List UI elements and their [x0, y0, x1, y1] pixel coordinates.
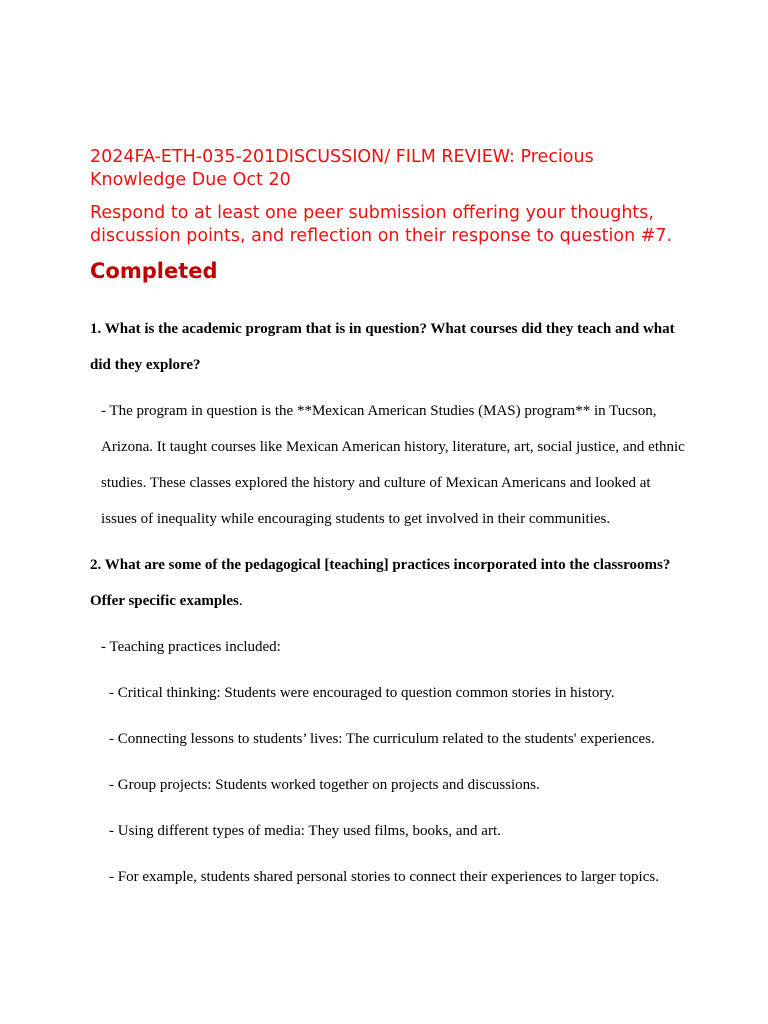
question-1: 1. What is the academic program that is in question? What courses did they teach and what did they explore?	[90, 321, 675, 373]
question-2-text: 2. What are some of the pedagogical [teaching] practices incorporated into the classrooms? Offer specific examples	[90, 557, 671, 609]
list-item: - Connecting lessons to students’ lives: The curriculum related to the students' experiences.	[109, 731, 655, 747]
assignment-title: 2024FA-ETH-035-201DISCUSSION/ FILM REVIEW: Precious Knowledge Due Oct 20	[90, 147, 594, 190]
assignment-instruction: Respond to at least one peer submission offering your thoughts, discussion points, and reflection on their response to question #7.	[90, 203, 673, 246]
completion-status: Completed	[90, 259, 218, 283]
list-item: - Group projects: Students worked together on projects and discussions.	[109, 777, 540, 793]
answer-1: - The program in question is the **Mexican American Studies (MAS) program** in Tucson, Arizona. It taught courses like Mexican American history, literature, art, social justice, and ethnic studies. These classes explored the history and culture of Mexican Americans and looked at issues of inequality while encouraging students to get involved in their communities.	[101, 403, 685, 527]
list-item: - For example, students shared personal stories to connect their experiences to larger topics.	[109, 869, 659, 885]
question-2-tail: .	[238, 593, 243, 609]
list-item: - Using different types of media: They used films, books, and art.	[109, 823, 501, 839]
question-2	[90, 547, 690, 619]
answer-2-intro: - Teaching practices included:	[101, 639, 281, 655]
list-item: - Critical thinking: Students were encouraged to question common stories in history.	[109, 685, 615, 701]
document-page	[90, 146, 690, 895]
